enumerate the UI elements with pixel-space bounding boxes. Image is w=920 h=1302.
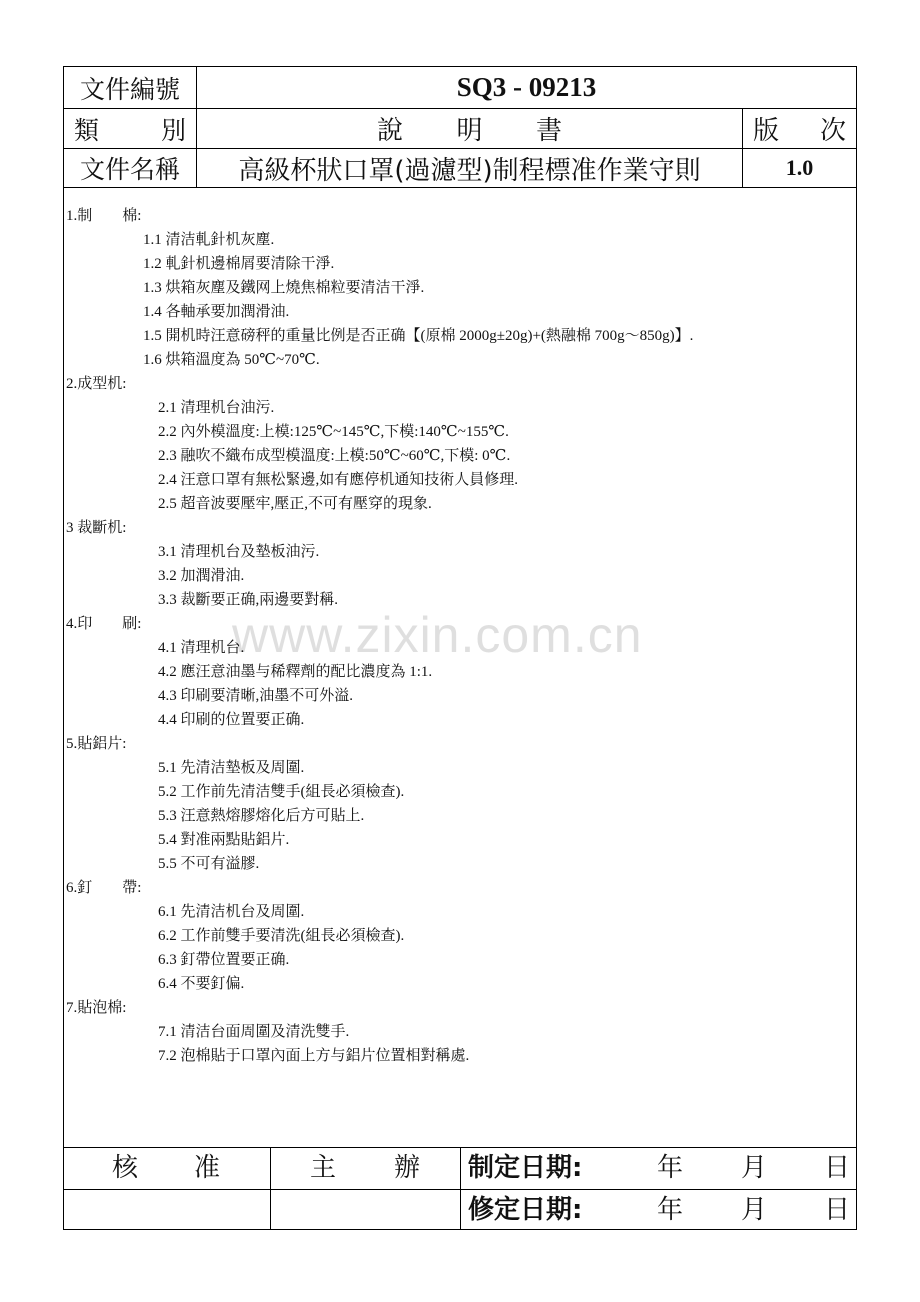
list-item: 5.1 先清洁墊板及周圍. [158,760,305,776]
made-date-year: 年 [657,1153,684,1183]
signature-table [63,1147,857,1230]
approve-label-char-1: 核 [112,1153,139,1183]
revised-date-year: 年 [657,1195,684,1225]
list-item: 5.3 汪意熱熔膠熔化后方可貼上. [158,808,365,824]
doc-name-value: 高級杯狀口罩(過濾型)制程標准作業守則 [197,149,743,187]
header-row-doc-no [64,67,856,109]
category-label-char-2: 別 [160,115,186,145]
section-title: 7.貼泡棉: [66,1000,127,1016]
list-item: 1.4 各軸承要加潤滑油. [143,304,290,320]
revised-date-day: 日 [824,1195,851,1225]
list-item: 4.1 清理机台. [158,640,245,656]
list-item: 1.3 烘箱灰塵及鐵网上燒焦棉粒要清洁干淨. [143,280,425,296]
list-item: 7.2 泡棉貼于口罩內面上方与鋁片位置相對稱處. [158,1048,470,1064]
doc-no-label: 文件編號 [64,67,197,108]
category-value [197,109,743,148]
section-title: 3 裁斷机: [66,520,127,536]
list-item: 3.2 加潤滑油. [158,568,245,584]
version-label-char-1: 版 [753,116,780,146]
watermark: www.zixin.com.cn [232,607,643,663]
list-item: 2.3 融吹不織布成型模溫度:上模:50℃~60℃,下模: 0℃. [158,448,511,464]
list-item: 5.2 工作前先清洁雙手(組長必須檢查). [158,784,405,800]
list-item: 5.4 對准兩點貼鋁片. [158,832,290,848]
revised-date-month: 月 [741,1195,768,1225]
version-value: 1.0 [785,155,814,180]
list-item: 5.5 不可有溢膠. [158,856,260,872]
handle-label-char-2: 辦 [394,1153,421,1183]
list-item: 4.3 印刷要清晰,油墨不可外溢. [158,688,354,704]
list-item: 2.2 內外模溫度:上模:125℃~145℃,下模:140℃~155℃. [158,424,509,440]
made-date-day: 日 [824,1153,851,1183]
category-label-char-1: 類 [74,115,100,145]
section-title: 6.釘 帶: [66,880,142,896]
footer-divider [64,1189,856,1190]
category-value-char-1: 說 [377,116,404,146]
handle-label-char-1: 主 [310,1153,337,1183]
list-item: 2.5 超音波要壓牢,壓正,不可有壓穿的現象. [158,496,432,512]
list-item: 1.5 開机時汪意磅秤的重量比例是否正确【(原棉 2000g±20g)+(熱融棉 700g～850g)】. [143,328,694,344]
category-value-char-3: 書 [535,116,562,146]
list-item: 6.2 工作前雙手要清洗(組長必須檢查). [158,928,405,944]
header-row-doc-name [64,149,856,187]
section-title: 5.貼鋁片: [66,736,127,752]
version-label [743,109,856,148]
list-item: 6.3 釘帶位置要正确. [158,952,290,968]
approve-label-char-2: 准 [194,1153,221,1183]
section-title: 2.成型机: [66,376,127,392]
list-item: 1.1 清洁軋針机灰塵. [143,232,275,248]
list-item: 3.3 裁斷要正确,兩邊要對稱. [158,592,339,608]
list-item: 1.2 軋針机邊棉屑要清除干淨. [143,256,335,272]
list-item: 6.4 不要釘偏. [158,976,245,992]
made-date-month: 月 [741,1153,768,1183]
version-label-char-2: 次 [819,116,846,146]
list-item: 6.1 先清洁机台及周圍. [158,904,305,920]
list-item: 4.4 印刷的位置要正确. [158,712,305,728]
section-title: 4.印 刷: [66,616,142,632]
list-item: 1.6 烘箱溫度為 50℃~70℃. [143,352,320,368]
header-row-category [64,109,856,149]
section-title: 1.制 棉: [66,208,142,224]
category-label [64,109,197,148]
revised-date-label: 修定日期: [468,1195,583,1225]
doc-name-label: 文件名稱 [64,149,197,187]
category-value-char-2: 明 [456,116,483,146]
made-date-label: 制定日期: [468,1153,583,1183]
list-item: 3.1 清理机台及墊板油污. [158,544,320,560]
list-item: 4.2 應汪意油墨与稀釋劑的配比濃度為 1:1. [158,664,433,680]
list-item: 2.4 汪意口罩有無松緊邊,如有應停机通知技術人員修理. [158,472,519,488]
list-item: 2.1 清理机台油污. [158,400,275,416]
header-table [63,66,857,188]
doc-no-value: SQ3 - 09213 [456,72,597,102]
list-item: 7.1 清洁台面周圍及清洗雙手. [158,1024,350,1040]
